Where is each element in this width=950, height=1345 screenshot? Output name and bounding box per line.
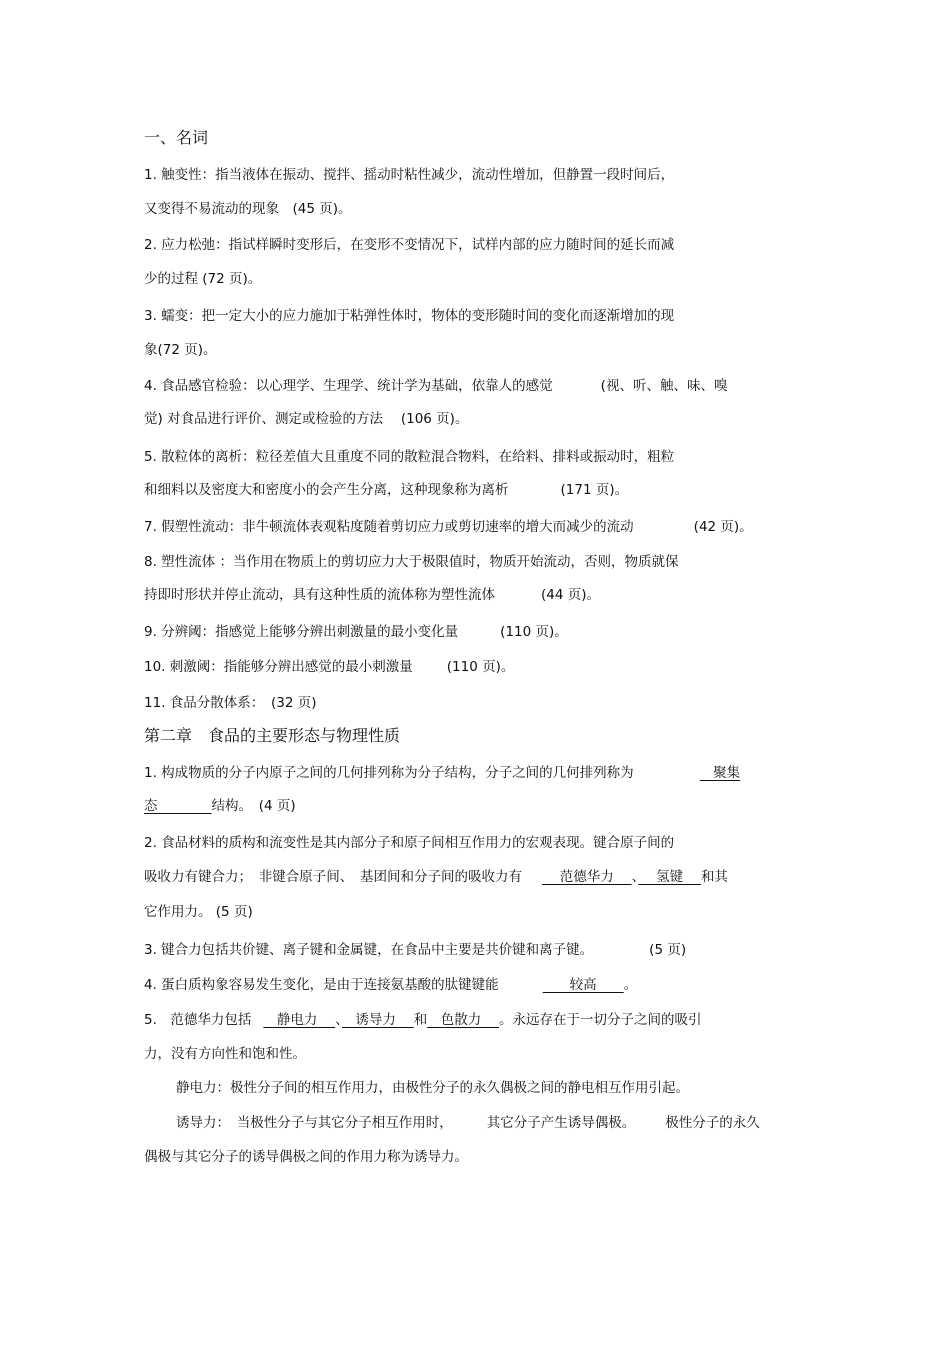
q5-line-1 [144,1011,702,1029]
q5-and: 和 [413,1012,428,1028]
induction-part-1: 诱导力： 当极性分子与其它分子相互作用时， [176,1115,453,1131]
q3-page: (5 页) [649,942,687,958]
term-4-line-2: 觉) 对食品进行评价、测定或检验的方法 (106 页)。 [144,411,469,427]
term-2-line-1: 2. 应力松弛：指试样瞬时变形后，在变形不变情况下，试样内部的应力随时间的延长而减 [144,237,675,253]
term-9-text: 9. 分辨阈：指感觉上能够分辨出刺激量的最小变化量 [144,624,459,640]
induction-force-line-1 [176,1114,760,1132]
q2-answer-2: 氢键 [638,869,701,885]
term-1-line-1: 1. 触变性：指当液体在振动、搅拌、摇动时粘性减少，流动性增加，但静置一段时间后， [144,167,675,183]
q1-text: 1. 构成物质的分子内原子之间的几何排列称为分子结构，分子之间的几何排列称为 [144,765,634,781]
term-3-line-2: 象(72 页)。 [144,342,217,358]
q4-end: 。 [623,977,638,993]
q3-text: 3. 键合力包括共价键、离子键和金属键，在食品中主要是共价键和离子键。 [144,942,594,958]
term-10-text: 10. 刺激阈：指能够分辨出感觉的最小刺激量 [144,659,413,675]
term-4-senses: (视、听、触、味、嗅 [600,378,728,394]
q5-separator: 、 [335,1012,342,1028]
term-5-text: 和细料以及密度大和密度小的会产生分离，这种现象称为离析 [144,482,509,498]
term-10-line [144,658,514,676]
q2-separator: 、 [631,869,639,885]
term-4-text: 4. 食品感官检验：以心理学、生理学、统计学为基础，依靠人的感觉 [144,378,553,394]
term-5-line-2 [144,481,628,499]
chapter-heading: 第二章 食品的主要形态与物理性质 [144,726,401,745]
static-force-paragraph: 静电力：极性分子间的相互作用力，由极性分子的永久偶极之间的静电相互作用引起。 [176,1080,689,1096]
term-9-line [144,623,568,641]
q1-answer-part-1: 聚集 [699,765,741,781]
q5-answer-2: 诱导力 [341,1012,414,1028]
q5-line-2: 力，没有方向性和饱和性。 [144,1046,306,1062]
q2-line-2 [144,868,728,886]
term-8-line-2 [144,586,600,604]
q1-line-1 [144,764,740,782]
term-3-line-1: 3. 蠕变：把一定大小的应力施加于粘弹性体时，物体的变形随时间的变化而逐渐增加的现 [144,308,675,324]
q4-answer: 较高 [542,977,624,993]
term-4-line-1 [144,377,727,395]
term-11-line: 11. 食品分散体系： (32 页) [144,695,317,711]
induction-part-2: 其它分子产生诱导偶极。 [486,1115,636,1131]
q3-line [144,941,686,959]
q5-answer-1: 静电力 [263,1012,336,1028]
q5-lead: 5. 范德华力包括 [144,1012,252,1028]
induction-force-line-2: 偶极与其它分子的诱导偶极之间的作用力称为诱导力。 [144,1149,468,1165]
term-1-line-2: 又变得不易流动的现象 (45 页)。 [144,201,352,217]
term-7-page: (42 页)。 [693,519,753,535]
term-8-text: 持即时形状并停止流动，具有这种性质的流体称为塑性流体 [144,587,495,603]
term-10-page: (110 页)。 [446,659,515,675]
section-heading: 一、名词 [144,128,209,147]
term-7-line [144,518,753,536]
q2-line-1: 2. 食品材料的质构和流变性是其内部分子和原子间相互作用力的宏观表现。键合原子间的 [144,835,675,851]
induction-part-3: 极性分子的永久 [665,1115,760,1131]
term-2-line-2: 少的过程 (72 页)。 [144,271,262,287]
term-7-text: 7. 假塑性流动：非牛顿流体表观粘度随着剪切应力或剪切速率的增大而减少的流动 [144,519,634,535]
q2-line-3: 它作用力。 (5 页) [144,904,253,920]
q1-line-2 [144,797,296,815]
q2-answer-1: 范德华力 [542,869,632,885]
q5-answer-3: 色散力 [427,1012,500,1028]
q2-text: 吸收力有键合力； 非键合原子间、 基团间和分子间的吸收力有 [144,869,522,885]
q4-line [144,976,637,994]
q1-tail: 结构。 (4 页) [211,798,296,814]
q2-tail: 和其 [700,869,728,885]
term-8-line-1: 8. 塑性流体 ：当作用在物质上的剪切应力大于极限值时，物质开始流动，否则，物质就保 [144,554,679,570]
q1-answer-part-2: 态 [144,798,212,814]
q4-text: 4. 蛋白质构象容易发生变化，是由于连接氨基酸的肽键键能 [144,977,499,993]
term-9-page: (110 页)。 [500,624,568,640]
term-5-page: (171 页)。 [560,482,629,498]
q5-tail: 。永远存在于一切分子之间的吸引 [499,1012,702,1028]
term-8-page: (44 页)。 [541,587,601,603]
term-5-line-1: 5. 散粒体的离析：粒径差值大且重度不同的散粒混合物料，在给料、排料或振动时，粗粒 [144,449,675,465]
